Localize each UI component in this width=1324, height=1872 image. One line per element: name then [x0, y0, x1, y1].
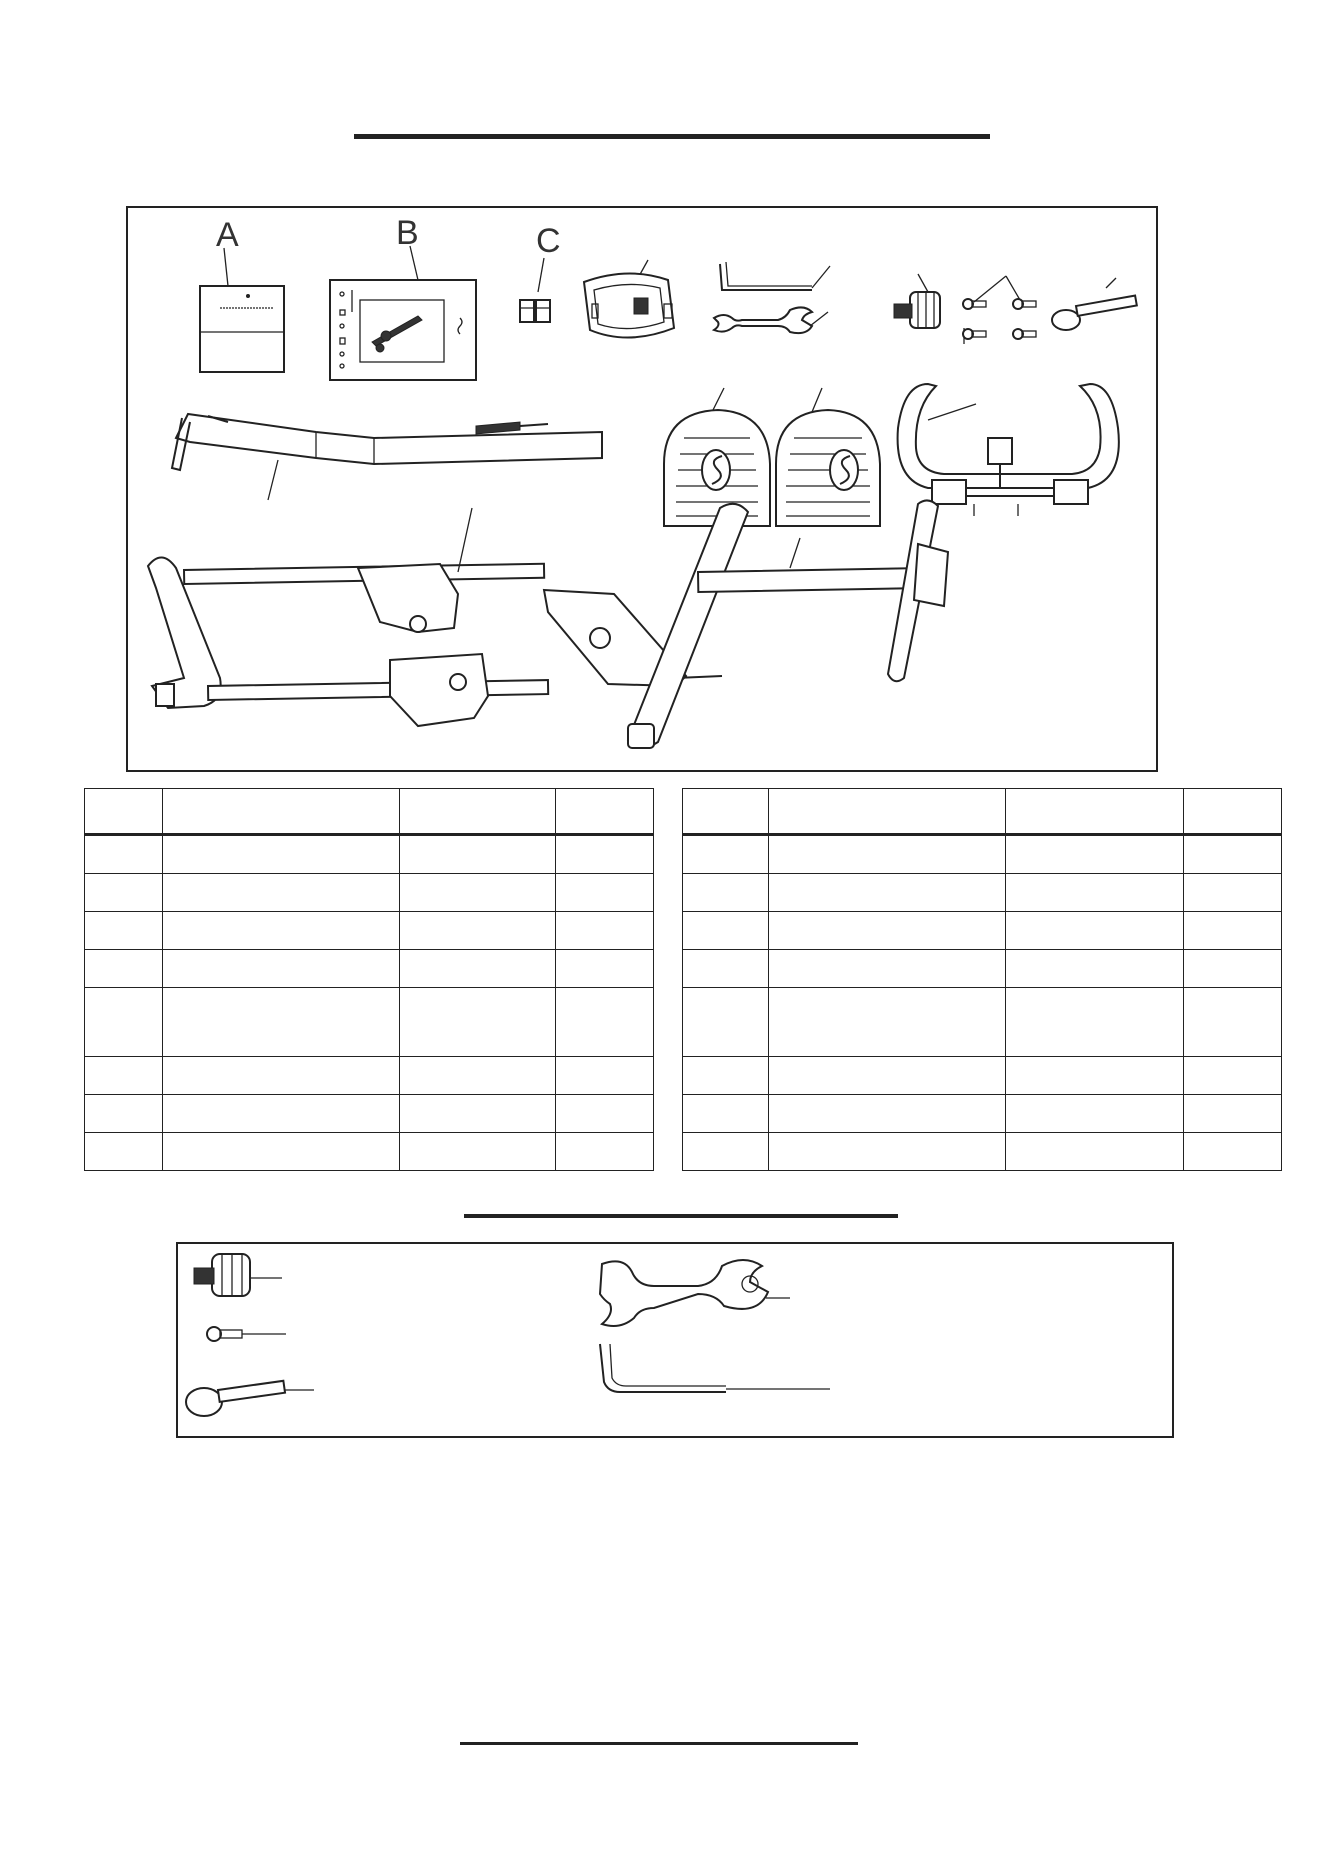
pedal-right-icon: [776, 388, 880, 526]
allen-key-icon: [720, 262, 830, 290]
console-monitor-icon: [584, 260, 674, 338]
table-row: [683, 1133, 1282, 1171]
part-label-c: C: [536, 222, 561, 260]
table-row: [85, 950, 654, 988]
table-row: [85, 874, 654, 912]
pull-pin-icon: [1052, 278, 1137, 330]
parts-overview-panel: [126, 206, 1158, 772]
parts-table-left: [84, 788, 654, 1171]
table-header-row: [683, 789, 1282, 835]
hardware-actual-size-panel: [176, 1242, 1174, 1438]
wrench-icon: [600, 1260, 790, 1326]
rear-stabilizer-icon: [628, 500, 948, 748]
manual-booklet-icon: [200, 248, 284, 372]
table-row: [683, 988, 1282, 1057]
top-heading-rule: [354, 134, 990, 139]
table-row: [683, 1057, 1282, 1095]
main-frame-icon: [148, 508, 722, 726]
table-row: [85, 835, 654, 874]
table-row: [85, 1133, 654, 1171]
table-row: [683, 950, 1282, 988]
adjustment-knob-icon: [194, 1254, 282, 1296]
allen-key-icon: [600, 1344, 830, 1392]
table-row: [85, 912, 654, 950]
hardware-heading-rule: [464, 1214, 898, 1218]
part-label-a: A: [216, 216, 239, 254]
handlebar-icon: [898, 384, 1119, 516]
table-row: [85, 1057, 654, 1095]
table-row: [683, 912, 1282, 950]
pull-pin-icon: [186, 1381, 314, 1416]
part-label-b: B: [396, 214, 419, 252]
bolt-icon: [207, 1327, 286, 1341]
battery-pair-icon: [520, 258, 550, 322]
table-row: [85, 988, 654, 1057]
bolt-icon: [963, 276, 1036, 344]
pedal-left-icon: [664, 388, 770, 526]
table-row: [683, 835, 1282, 874]
adjustment-knob-icon: [894, 274, 940, 328]
wrench-icon: [714, 307, 828, 333]
parts-table-right: [682, 788, 1282, 1171]
table-row: [85, 1095, 654, 1133]
footer-rule: [460, 1742, 858, 1745]
table-header-row: [85, 789, 654, 835]
table-row: [683, 874, 1282, 912]
assembly-poster-icon: [330, 246, 476, 380]
table-row: [683, 1095, 1282, 1133]
front-rail-icon: [172, 414, 602, 500]
